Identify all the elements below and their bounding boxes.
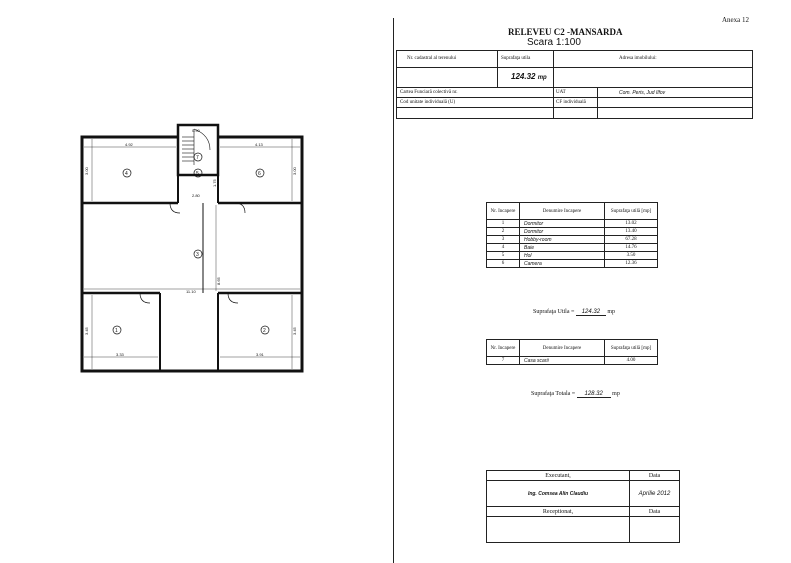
dim-label: 4.13 bbox=[255, 142, 263, 147]
area-label: Suprafaţa utila bbox=[501, 56, 531, 61]
table-row: 5 Hol 3.50 bbox=[487, 252, 658, 260]
table-row: 1 Dormitor 13.02 bbox=[487, 220, 658, 228]
col-name: Denumire Incapere bbox=[520, 203, 605, 220]
data-label: Data bbox=[630, 471, 680, 481]
page-divider bbox=[393, 18, 394, 563]
uat-value: Com. Peris, Jud Ilfov bbox=[619, 90, 666, 96]
rooms-table bbox=[486, 202, 658, 268]
room-number-1: 1 bbox=[115, 328, 118, 334]
suprafata-totala: Suprafaţa Totala = 128.32 mp bbox=[531, 391, 620, 397]
signature-table bbox=[486, 470, 680, 543]
table-row: 7 Casa scarii 4.00 bbox=[487, 357, 658, 365]
room-number-6: 6 bbox=[258, 171, 261, 177]
dim-label: 2.80 bbox=[192, 193, 200, 198]
annex-label: Anexa 12 bbox=[722, 16, 750, 24]
receptionat-label: Receptionat, bbox=[487, 507, 630, 517]
dim-label: 3.00 bbox=[84, 167, 89, 175]
cadastral-label: Nr. cadastral al terenului bbox=[407, 56, 457, 61]
document-title: RELEVEU C2 -MANSARDA bbox=[508, 27, 623, 37]
dim-label: 3.45 bbox=[292, 327, 297, 335]
address-label: Adresa imobilului: bbox=[619, 56, 657, 61]
dim-label: 3.33 bbox=[116, 352, 124, 357]
cf-label: CF individuală bbox=[556, 100, 586, 105]
suprafata-utila: Suprafaţa Utila = 124.32 mp bbox=[533, 309, 616, 315]
executant-name: Ing. Comsea Alin Claudiu bbox=[487, 481, 630, 507]
dim-label: 4.92 bbox=[125, 142, 133, 147]
table-row: 3 Hobby-room 67.28 bbox=[487, 236, 658, 244]
cod-label: Cod unitate individuală (U) bbox=[400, 100, 456, 105]
table-row: 4 Baie 14.76 bbox=[487, 244, 658, 252]
uat-label: UAT bbox=[556, 90, 566, 95]
document-scale: Scara 1:100 bbox=[527, 37, 581, 48]
dim-label: 3.91 bbox=[256, 352, 264, 357]
executant-label: Executant, bbox=[487, 471, 630, 481]
room-number-7: 7 bbox=[196, 155, 199, 161]
room-number-4: 4 bbox=[125, 171, 128, 177]
table-row: 6 Camera 12.36 bbox=[487, 260, 658, 268]
table-row: 2 Dormitor 13.40 bbox=[487, 228, 658, 236]
dim-label: 0.90 bbox=[192, 128, 200, 133]
col-area: Suprafaţa utilă [mp] bbox=[605, 203, 658, 220]
data-label-2: Data bbox=[630, 507, 680, 517]
dim-label: 11.10 bbox=[186, 289, 196, 294]
dim-label: 1.75 bbox=[212, 179, 217, 187]
floor-plan bbox=[70, 115, 320, 377]
area-value: 124.32 mp bbox=[511, 72, 547, 81]
dim-label: 3.45 bbox=[84, 327, 89, 335]
executant-date: Aprilie 2012 bbox=[630, 481, 680, 507]
dim-label: 3.00 bbox=[292, 167, 297, 175]
info-table bbox=[396, 50, 753, 119]
dim-label: 8.65 bbox=[216, 277, 221, 285]
room-number-5: 5 bbox=[196, 171, 199, 177]
stairs-table: Nr. Incapere Denumire Incapere Suprafaţa utilă [mp] 7 Casa scarii 4.00 bbox=[486, 339, 658, 365]
room-number-2: 2 bbox=[263, 328, 266, 334]
col-nr: Nr. Incapere bbox=[487, 203, 520, 220]
carte-label: Cartea Funciară colectivă nr. bbox=[400, 90, 458, 95]
room-number-3: 3 bbox=[196, 252, 199, 258]
